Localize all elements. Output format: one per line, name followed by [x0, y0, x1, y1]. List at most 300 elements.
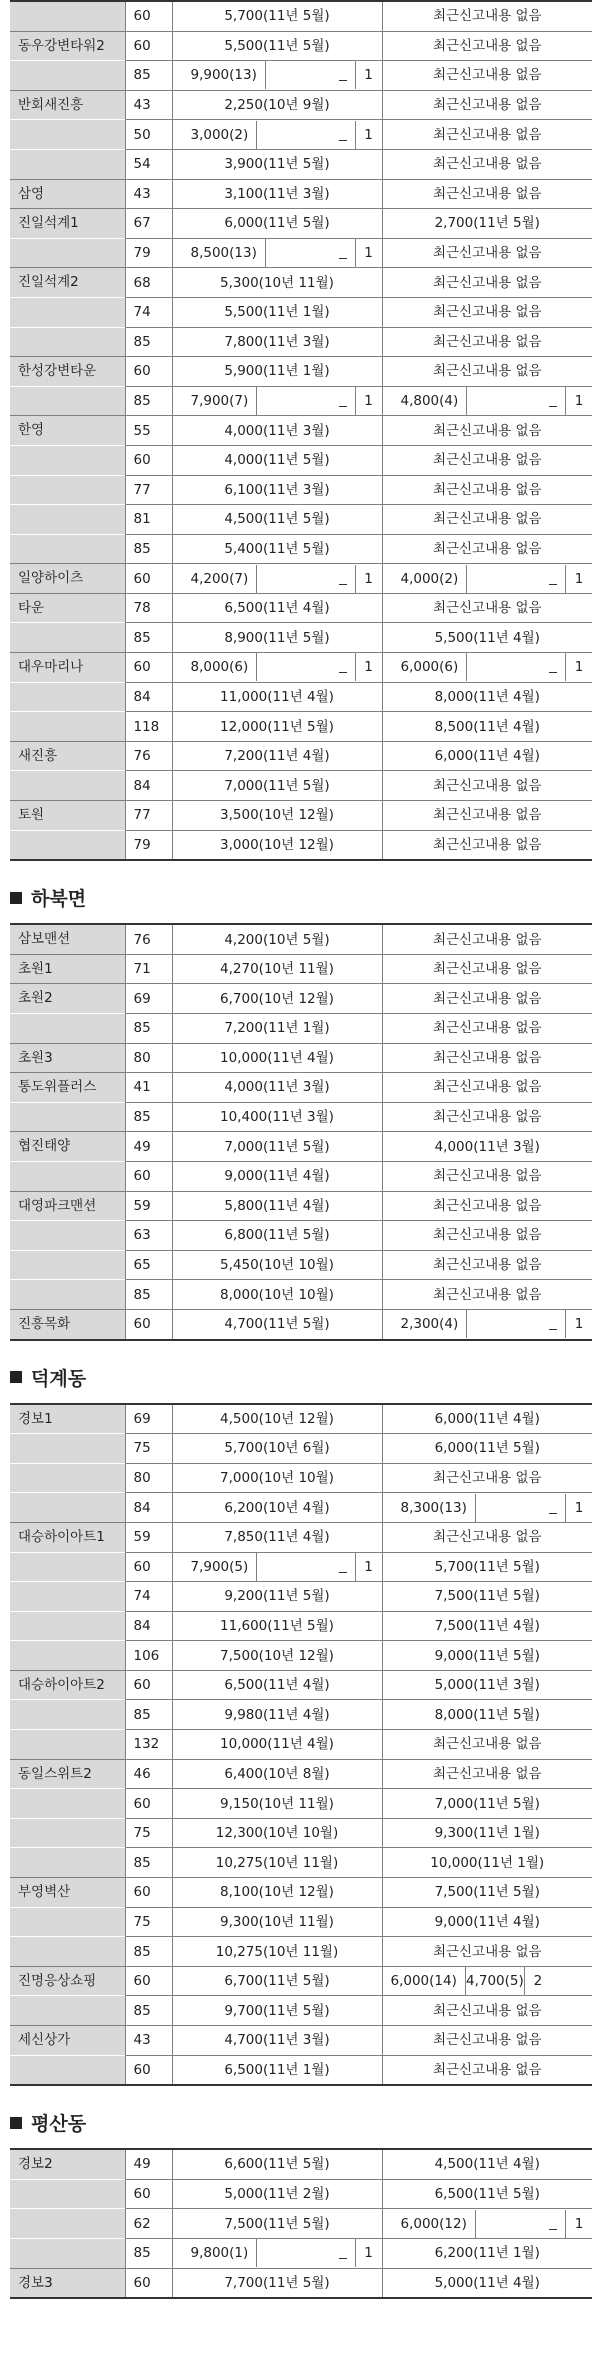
complex-name	[10, 505, 125, 535]
complex-name: 초원2	[10, 984, 125, 1014]
sale-cell: 5,700(10년 6월)	[172, 1434, 382, 1464]
area: 49	[125, 2149, 172, 2179]
table-row	[10, 1670, 592, 1700]
square-bullet-icon	[10, 2117, 22, 2129]
table-row	[10, 31, 592, 61]
area: 85	[125, 534, 172, 564]
jeonse-price: 6,000(14)	[390, 1973, 457, 1990]
area: 80	[125, 1463, 172, 1493]
square-bullet-icon	[10, 1371, 22, 1383]
table-row	[10, 1582, 592, 1612]
sale-cell: 5,800(11년 4월)	[172, 1191, 382, 1221]
area: 60	[125, 653, 172, 683]
complex-name	[10, 120, 125, 150]
complex-name	[10, 1611, 125, 1641]
table-row	[10, 1493, 592, 1523]
sale-cell: 3,000(10년 12월)	[172, 830, 382, 860]
complex-name	[10, 1907, 125, 1937]
blank-mark	[339, 1572, 347, 1573]
blank-mark	[549, 672, 557, 673]
complex-name	[10, 1493, 125, 1523]
table-row	[10, 1, 592, 31]
sale-date-blank	[265, 239, 355, 267]
jeonse-cell: 최근신고내용 없음	[382, 31, 592, 61]
jeonse-cell: 최근신고내용 없음	[382, 1522, 592, 1552]
table-row	[10, 1161, 592, 1191]
sale-count: 1	[355, 387, 382, 415]
jeonse-cell: 최근신고내용 없음	[382, 268, 592, 298]
sale-cell: 10,275(10년 11월)	[172, 1848, 382, 1878]
sale-cell: 9,150(10년 11월)	[172, 1789, 382, 1819]
table-row	[10, 2238, 592, 2268]
area: 60	[125, 564, 172, 594]
area: 60	[125, 1161, 172, 1191]
complex-name	[10, 2209, 125, 2239]
area: 75	[125, 1818, 172, 1848]
table-row	[10, 1132, 592, 1162]
sale-cell: 3,500(10년 12월)	[172, 801, 382, 831]
area: 49	[125, 1132, 172, 1162]
blank-mark	[339, 672, 347, 673]
area: 75	[125, 1907, 172, 1937]
area: 85	[125, 1848, 172, 1878]
jeonse-cell: 최근신고내용 없음	[382, 238, 592, 268]
area: 81	[125, 505, 172, 535]
complex-name	[10, 1434, 125, 1464]
complex-name	[10, 1280, 125, 1310]
table-row	[10, 1191, 592, 1221]
sale-split	[173, 121, 382, 149]
jeonse-triple	[383, 1967, 593, 1995]
area: 78	[125, 593, 172, 623]
jeonse-date-blank	[466, 387, 565, 415]
complex-name	[10, 475, 125, 505]
complex-name	[10, 1, 125, 31]
complex-name: 경보1	[10, 1404, 125, 1434]
jeonse-cell: 최근신고내용 없음	[382, 801, 592, 831]
area: 60	[125, 2055, 172, 2085]
complex-name: 진명응상쇼핑	[10, 1966, 125, 1996]
blank-mark	[549, 2229, 557, 2230]
area: 59	[125, 1522, 172, 1552]
sale-cell: 5,400(11년 5월)	[172, 534, 382, 564]
blank-mark	[549, 406, 557, 407]
sale-count: 1	[355, 1553, 382, 1581]
table-row	[10, 297, 592, 327]
table-row	[10, 1759, 592, 1789]
jeonse-cell: 8,000(11년 4월)	[382, 682, 592, 712]
sale-cell: 4,700(11년 5월)	[172, 1309, 382, 1339]
sale-cell: 6,400(10년 8월)	[172, 1759, 382, 1789]
area: 76	[125, 924, 172, 954]
blank-mark	[339, 2258, 347, 2259]
price-table	[10, 1403, 592, 2087]
blank-mark	[549, 1513, 557, 1514]
area: 85	[125, 623, 172, 653]
jeonse-count: 1	[565, 653, 592, 681]
jeonse-cell: 6,500(11년 5월)	[382, 2179, 592, 2209]
sale-cell: 5,900(11년 1월)	[172, 357, 382, 387]
sale-cell: 6,100(11년 3월)	[172, 475, 382, 505]
jeonse-cell	[382, 1493, 592, 1523]
price-table	[10, 923, 592, 1340]
jeonse-date-blank	[475, 1494, 565, 1522]
area: 85	[125, 1996, 172, 2026]
complex-name: 대승하이아트1	[10, 1522, 125, 1552]
jeonse-cell: 4,000(11년 3월)	[382, 1132, 592, 1162]
complex-name	[10, 1014, 125, 1044]
sale-date-blank	[256, 565, 354, 593]
sale-date-blank	[265, 61, 355, 89]
jeonse-cell: 최근신고내용 없음	[382, 830, 592, 860]
area: 75	[125, 1434, 172, 1464]
sale-cell: 5,300(10년 11월)	[172, 268, 382, 298]
table-row	[10, 741, 592, 771]
table-row	[10, 623, 592, 653]
complex-name	[10, 1250, 125, 1280]
sale-count: 1	[355, 565, 382, 593]
jeonse-cell: 최근신고내용 없음	[382, 1280, 592, 1310]
table-row	[10, 505, 592, 535]
table-row	[10, 268, 592, 298]
sale-cell: 5,500(11년 1월)	[172, 297, 382, 327]
section-title	[10, 2109, 86, 2136]
jeonse-cell: 최근신고내용 없음	[382, 1250, 592, 1280]
jeonse-cell	[382, 653, 592, 683]
jeonse-cell: 8,000(11년 5월)	[382, 1700, 592, 1730]
complex-name	[10, 1463, 125, 1493]
area: 60	[125, 445, 172, 475]
area: 69	[125, 1404, 172, 1434]
sale-split	[173, 1553, 382, 1581]
table-row	[10, 179, 592, 209]
table-row	[10, 1463, 592, 1493]
jeonse-price: 6,000(6)	[400, 659, 459, 676]
area: 60	[125, 1878, 172, 1908]
table-row	[10, 1848, 592, 1878]
jeonse-count: 1	[565, 565, 592, 593]
table-row	[10, 1789, 592, 1819]
complex-name: 한성강변타운	[10, 357, 125, 387]
area: 67	[125, 209, 172, 239]
jeonse-count: 1	[565, 1494, 592, 1522]
table-row	[10, 1221, 592, 1251]
table-row	[10, 357, 592, 387]
sale-date-blank	[256, 387, 354, 415]
sale-cell: 9,300(10년 11월)	[172, 1907, 382, 1937]
jeonse-cell	[382, 1966, 592, 1996]
area: 55	[125, 416, 172, 446]
sale-date-blank	[256, 653, 354, 681]
complex-name: 경보3	[10, 2268, 125, 2298]
table-row	[10, 2268, 592, 2298]
sale-cell: 8,900(11년 5월)	[172, 623, 382, 653]
area: 62	[125, 2209, 172, 2239]
jeonse-cell: 10,000(11년 1월)	[382, 1848, 592, 1878]
complex-name	[10, 1848, 125, 1878]
complex-name	[10, 534, 125, 564]
sale-cell: 7,000(10년 10월)	[172, 1463, 382, 1493]
table-row	[10, 238, 592, 268]
jeonse-split	[383, 565, 593, 593]
area: 74	[125, 1582, 172, 1612]
table-row	[10, 1522, 592, 1552]
jeonse-cell: 최근신고내용 없음	[382, 924, 592, 954]
area: 76	[125, 741, 172, 771]
sale-cell	[172, 2238, 382, 2268]
complex-name: 동우강변타워2	[10, 31, 125, 61]
complex-name	[10, 1818, 125, 1848]
table-row	[10, 1641, 592, 1671]
jeonse-cell: 최근신고내용 없음	[382, 179, 592, 209]
sale-cell: 6,500(11년 1월)	[172, 2055, 382, 2085]
table-row	[10, 90, 592, 120]
jeonse-price: 2,300(4)	[400, 1316, 459, 1333]
area: 59	[125, 1191, 172, 1221]
sale-cell: 4,270(10년 11월)	[172, 954, 382, 984]
section-heading	[0, 861, 600, 923]
jeonse-cell: 최근신고내용 없음	[382, 771, 592, 801]
complex-name	[10, 1937, 125, 1967]
sale-price: 7,900(5)	[190, 1558, 249, 1575]
jeonse-date-blank	[466, 1310, 565, 1338]
complex-name	[10, 1582, 125, 1612]
section-title-text: 하북면	[31, 888, 87, 911]
sale-split	[173, 653, 382, 681]
complex-name	[10, 830, 125, 860]
complex-name	[10, 61, 125, 91]
table-row	[10, 653, 592, 683]
section-title	[10, 884, 86, 911]
jeonse-cell: 최근신고내용 없음	[382, 327, 592, 357]
sale-cell: 7,500(11년 5월)	[172, 2209, 382, 2239]
complex-name: 타운	[10, 593, 125, 623]
complex-name	[10, 1221, 125, 1251]
sale-cell: 7,200(11년 1월)	[172, 1014, 382, 1044]
area: 74	[125, 297, 172, 327]
sale-cell: 7,850(11년 4월)	[172, 1522, 382, 1552]
table-row	[10, 1250, 592, 1280]
table-row	[10, 2209, 592, 2239]
jeonse-cell: 최근신고내용 없음	[382, 1191, 592, 1221]
sale-cell: 9,980(11년 4월)	[172, 1700, 382, 1730]
table-row	[10, 771, 592, 801]
area: 63	[125, 1221, 172, 1251]
jeonse-cell	[382, 386, 592, 416]
jeonse-cell: 6,200(11년 1월)	[382, 2238, 592, 2268]
sale-cell: 5,450(10년 10월)	[172, 1250, 382, 1280]
area: 60	[125, 1670, 172, 1700]
jeonse-cell	[382, 2209, 592, 2239]
jeonse-cell: 2,700(11년 5월)	[382, 209, 592, 239]
jeonse-count: 1	[565, 387, 592, 415]
jeonse-cell: 최근신고내용 없음	[382, 1073, 592, 1103]
sale-cell: 5,700(11년 5월)	[172, 1, 382, 31]
area: 85	[125, 1280, 172, 1310]
sale-cell: 8,000(10년 10월)	[172, 1280, 382, 1310]
jeonse-cell: 4,500(11년 4월)	[382, 2149, 592, 2179]
sale-count: 1	[355, 653, 382, 681]
jeonse-cell: 최근신고내용 없음	[382, 1759, 592, 1789]
area: 80	[125, 1043, 172, 1073]
sale-price: 8,000(6)	[190, 659, 249, 676]
table-row	[10, 593, 592, 623]
jeonse-cell: 최근신고내용 없음	[382, 1463, 592, 1493]
sale-cell: 9,200(11년 5월)	[172, 1582, 382, 1612]
sale-cell: 5,000(11년 2월)	[172, 2179, 382, 2209]
blank-mark	[549, 1329, 557, 1330]
jeonse-cell: 5,700(11년 5월)	[382, 1552, 592, 1582]
area: 77	[125, 801, 172, 831]
table-row	[10, 1102, 592, 1132]
sale-cell: 4,000(11년 5월)	[172, 445, 382, 475]
sale-cell: 6,700(10년 12월)	[172, 984, 382, 1014]
complex-name: 반회새진흥	[10, 90, 125, 120]
sale-price: 4,200(7)	[190, 570, 249, 587]
sale-date-blank	[256, 121, 354, 149]
jeonse-count: 2	[524, 1967, 551, 1995]
jeonse-cell: 최근신고내용 없음	[382, 416, 592, 446]
blank-mark	[339, 258, 347, 259]
jeonse-cell: 최근신고내용 없음	[382, 1730, 592, 1760]
jeonse-cell: 최근신고내용 없음	[382, 120, 592, 150]
sale-cell: 6,500(11년 4월)	[172, 593, 382, 623]
jeonse-cell: 최근신고내용 없음	[382, 1161, 592, 1191]
table-row	[10, 1552, 592, 1582]
area: 132	[125, 1730, 172, 1760]
sale-split	[173, 61, 382, 89]
complex-name: 대우마리나	[10, 653, 125, 683]
sale-cell: 10,000(11년 4월)	[172, 1043, 382, 1073]
table-row	[10, 1937, 592, 1967]
sale-count: 1	[355, 121, 382, 149]
table-row	[10, 1730, 592, 1760]
complex-name: 삼보맨션	[10, 924, 125, 954]
jeonse-cell: 최근신고내용 없음	[382, 1996, 592, 2026]
table-row	[10, 61, 592, 91]
jeonse-cell: 최근신고내용 없음	[382, 445, 592, 475]
area: 118	[125, 712, 172, 742]
area: 41	[125, 1073, 172, 1103]
sale-cell: 6,500(11년 4월)	[172, 1670, 382, 1700]
area: 60	[125, 2179, 172, 2209]
jeonse-cell: 최근신고내용 없음	[382, 357, 592, 387]
area: 84	[125, 1493, 172, 1523]
table-row	[10, 801, 592, 831]
sale-cell: 10,000(11년 4월)	[172, 1730, 382, 1760]
jeonse-cell: 최근신고내용 없음	[382, 2026, 592, 2056]
complex-name: 새진흥	[10, 741, 125, 771]
area: 85	[125, 1700, 172, 1730]
area: 106	[125, 1641, 172, 1671]
area: 85	[125, 1102, 172, 1132]
area: 79	[125, 238, 172, 268]
table-row	[10, 1014, 592, 1044]
jeonse-cell: 6,000(11년 4월)	[382, 741, 592, 771]
area: 84	[125, 682, 172, 712]
table-row	[10, 534, 592, 564]
area: 85	[125, 1014, 172, 1044]
complex-name	[10, 1996, 125, 2026]
table-row	[10, 682, 592, 712]
sale-cell: 9,000(11년 4월)	[172, 1161, 382, 1191]
jeonse-cell	[382, 564, 592, 594]
sale-price: 9,900(13)	[190, 67, 257, 84]
complex-name: 진일석계2	[10, 268, 125, 298]
complex-name: 삼영	[10, 179, 125, 209]
table-row	[10, 2026, 592, 2056]
sale-price: 3,000(2)	[190, 126, 249, 143]
jeonse-cell: 최근신고내용 없음	[382, 505, 592, 535]
jeonse-cell: 6,000(11년 5월)	[382, 1434, 592, 1464]
complex-name: 세신상가	[10, 2026, 125, 2056]
table-row	[10, 445, 592, 475]
sale-cell	[172, 386, 382, 416]
sale-cell	[172, 120, 382, 150]
sale-cell: 4,000(11년 3월)	[172, 416, 382, 446]
sale-cell: 4,200(10년 5월)	[172, 924, 382, 954]
sale-cell: 6,200(10년 4월)	[172, 1493, 382, 1523]
table-row	[10, 924, 592, 954]
jeonse-cell: 최근신고내용 없음	[382, 534, 592, 564]
jeonse-cell: 최근신고내용 없음	[382, 90, 592, 120]
area: 60	[125, 1552, 172, 1582]
complex-name	[10, 445, 125, 475]
table-row	[10, 1073, 592, 1103]
sale-cell: 9,700(11년 5월)	[172, 1996, 382, 2026]
table-row	[10, 327, 592, 357]
complex-name: 토원	[10, 801, 125, 831]
complex-name	[10, 623, 125, 653]
blank-mark	[339, 140, 347, 141]
jeonse-cell: 7,500(11년 5월)	[382, 1582, 592, 1612]
sale-split	[173, 565, 382, 593]
complex-name: 초원3	[10, 1043, 125, 1073]
jeonse-cell: 9,000(11년 5월)	[382, 1641, 592, 1671]
area: 84	[125, 771, 172, 801]
complex-name: 대영파크맨션	[10, 1191, 125, 1221]
table-row	[10, 2149, 592, 2179]
sale-cell: 6,600(11년 5월)	[172, 2149, 382, 2179]
complex-name: 초원1	[10, 954, 125, 984]
table-row	[10, 209, 592, 239]
complex-name	[10, 712, 125, 742]
jeonse-price: 4,800(4)	[400, 393, 459, 410]
jeonse-split	[383, 387, 593, 415]
table-row	[10, 1966, 592, 1996]
section-title	[10, 1364, 86, 1391]
jeonse-count: 1	[565, 2210, 592, 2238]
jeonse-cell: 9,000(11년 4월)	[382, 1907, 592, 1937]
table-row	[10, 475, 592, 505]
area: 77	[125, 475, 172, 505]
section-heading	[0, 2086, 600, 2148]
complex-name	[10, 1700, 125, 1730]
sale-cell: 8,100(10년 12월)	[172, 1878, 382, 1908]
complex-name	[10, 2179, 125, 2209]
complex-name	[10, 149, 125, 179]
complex-name	[10, 1552, 125, 1582]
sale-cell	[172, 653, 382, 683]
complex-name: 일양하이츠	[10, 564, 125, 594]
complex-name	[10, 1161, 125, 1191]
jeonse-count: 1	[565, 1310, 592, 1338]
table-row	[10, 1404, 592, 1434]
jeonse-cell: 최근신고내용 없음	[382, 2055, 592, 2085]
jeonse-split	[383, 2210, 593, 2238]
complex-name	[10, 238, 125, 268]
area: 60	[125, 1789, 172, 1819]
